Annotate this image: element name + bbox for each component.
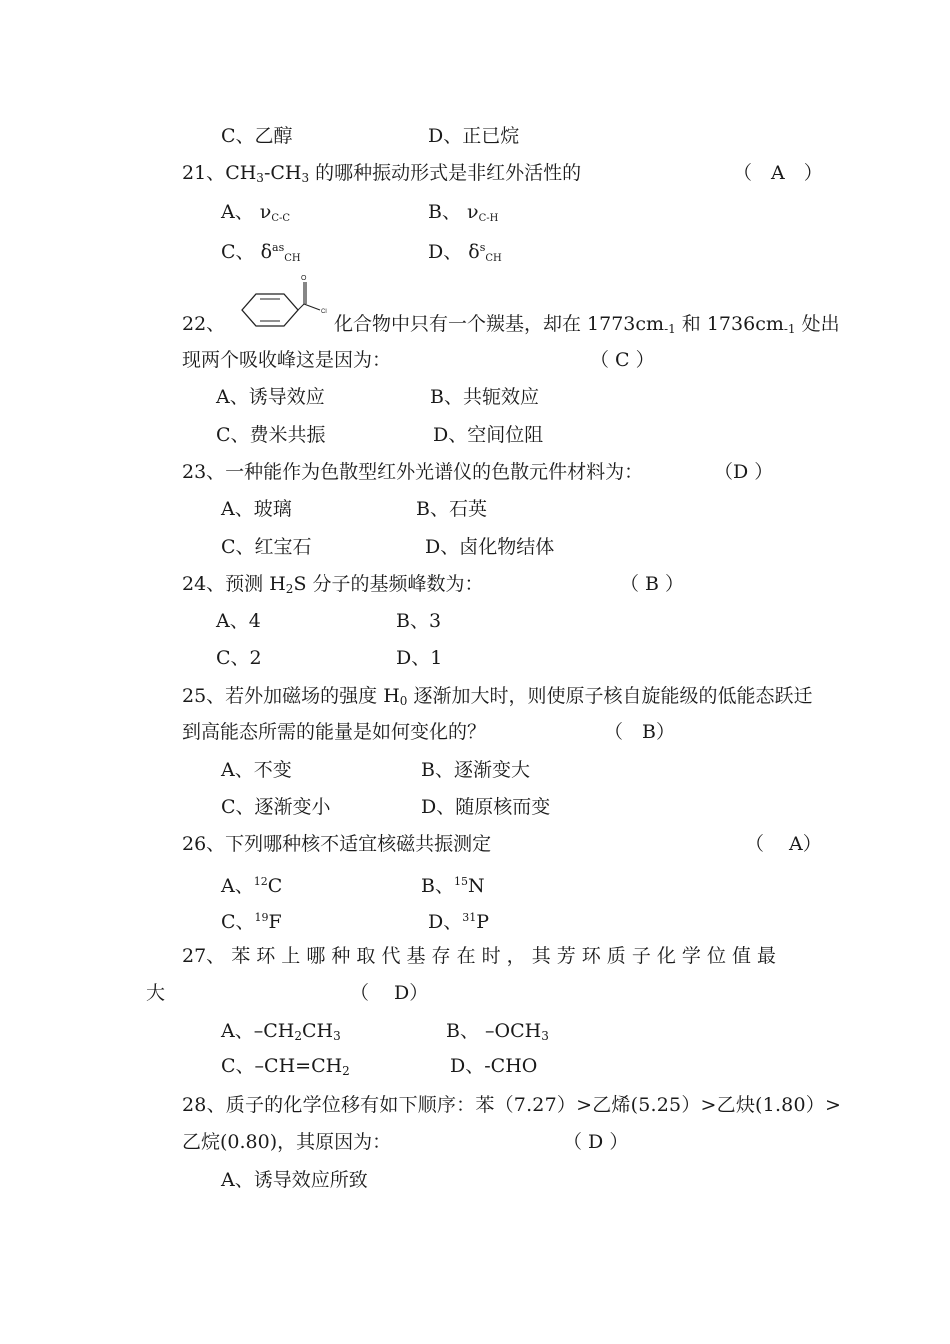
q26-option-c: C、$^{19}$F xyxy=(221,911,282,933)
q25-option-d: D、随原核而变 xyxy=(421,796,551,818)
q24-option-c: C、2 xyxy=(216,647,262,669)
q21-option-c: C、 $\delta^{as}CH$ xyxy=(221,241,301,264)
oxygen-label: O xyxy=(301,275,307,282)
q27-stem: 27、 苯 环 上 哪 种 取 代 基 存 在 时 ， 其 芳 环 质 子 化 学 位 值 最 xyxy=(182,945,777,967)
q25-option-a: A、不变 xyxy=(221,759,292,781)
q22-answer: （ C ） xyxy=(590,349,655,371)
q27-stem-line2: 大 xyxy=(146,982,166,1004)
q26-option-b: B、$^{15}$N xyxy=(421,875,485,897)
q25-answer: （ B） xyxy=(604,721,675,743)
q23-option-a: A、玻璃 xyxy=(221,498,292,520)
q22-stem-line2: 现两个吸收峰这是因为： xyxy=(182,349,392,371)
q26-option-a: A、$^{12}$C xyxy=(221,875,283,897)
q23-stem: 23、一种能作为色散型红外光谱仪的色散元件材料为： xyxy=(182,461,644,483)
q27-option-c: C、–CH=CH2 xyxy=(221,1055,350,1078)
q27-option-b: B、 –OCH3 xyxy=(446,1020,549,1043)
q28-answer: （ D ） xyxy=(563,1131,629,1153)
q28-stem-line2: 乙烷(0.80)，其原因为： xyxy=(182,1131,392,1153)
q26-answer: （ A） xyxy=(745,833,822,855)
q21-option-a: A、 νC-C xyxy=(221,201,291,224)
q26-option-d: D、$^{31}$P xyxy=(428,911,490,933)
q25-option-c: C、逐渐变小 xyxy=(221,796,331,818)
q21-option-b: B、 νC-H xyxy=(428,201,499,224)
q23-option-b: B、石英 xyxy=(416,498,487,520)
q21-answer: （ A ） xyxy=(733,162,823,184)
q24-option-b: B、3 xyxy=(396,610,442,632)
q20-option-c: C、乙醇 xyxy=(221,125,293,147)
q22-stem: 化合物中只有一个羰基，却在 1773cm-1 和 1736cm-1 处出 xyxy=(334,313,840,336)
q27-answer: （ D） xyxy=(350,982,429,1004)
q25-stem: 25、若外加磁场的强度 H0 逐渐加大时，则使原子核自旋能级的低能态跃迁 xyxy=(182,685,813,708)
q24-option-d: D、1 xyxy=(396,647,443,669)
q24-stem: 24、预测 H2S 分子的基频峰数为： xyxy=(182,573,484,596)
q21-option-d: D、 $\delta^sCH$ xyxy=(428,241,502,264)
q23-option-d: D、卤化物结体 xyxy=(425,536,555,558)
q20-option-d: D、正已烷 xyxy=(428,125,520,147)
q21-stem: 21、CH3-CH3 的哪种振动形式是非红外活性的 xyxy=(182,162,582,185)
q24-answer: （ B ） xyxy=(620,573,685,595)
q25-stem-line2: 到高能态所需的能量是如何变化的？ xyxy=(182,721,487,743)
chlorine-label: Cl xyxy=(321,309,327,315)
q22-number: 22、 xyxy=(182,313,226,335)
q28-stem: 28、质子的化学位移有如下顺序：苯（7.27）>乙烯(5.25）>乙炔(1.80）> xyxy=(182,1094,842,1116)
q23-answer: （D ） xyxy=(714,461,774,483)
q22-option-d: D、空间位阻 xyxy=(433,424,544,446)
q22-option-c: C、费米共振 xyxy=(216,424,326,446)
q25-option-b: B、逐渐变大 xyxy=(421,759,530,781)
q22-option-b: B、共轭效应 xyxy=(430,386,539,408)
q26-stem: 26、下列哪种核不适宜核磁共振测定 xyxy=(182,833,492,855)
q27-option-d: D、-CHO xyxy=(450,1055,538,1077)
benzoyl-chloride-structure xyxy=(222,272,334,338)
q27-option-a: A、–CH2CH3 xyxy=(221,1020,341,1043)
q23-option-c: C、红宝石 xyxy=(221,536,312,558)
q28-option-a: A、诱导效应所致 xyxy=(221,1169,368,1191)
q22-option-a: A、诱导效应 xyxy=(216,386,325,408)
q24-option-a: A、4 xyxy=(216,610,261,632)
